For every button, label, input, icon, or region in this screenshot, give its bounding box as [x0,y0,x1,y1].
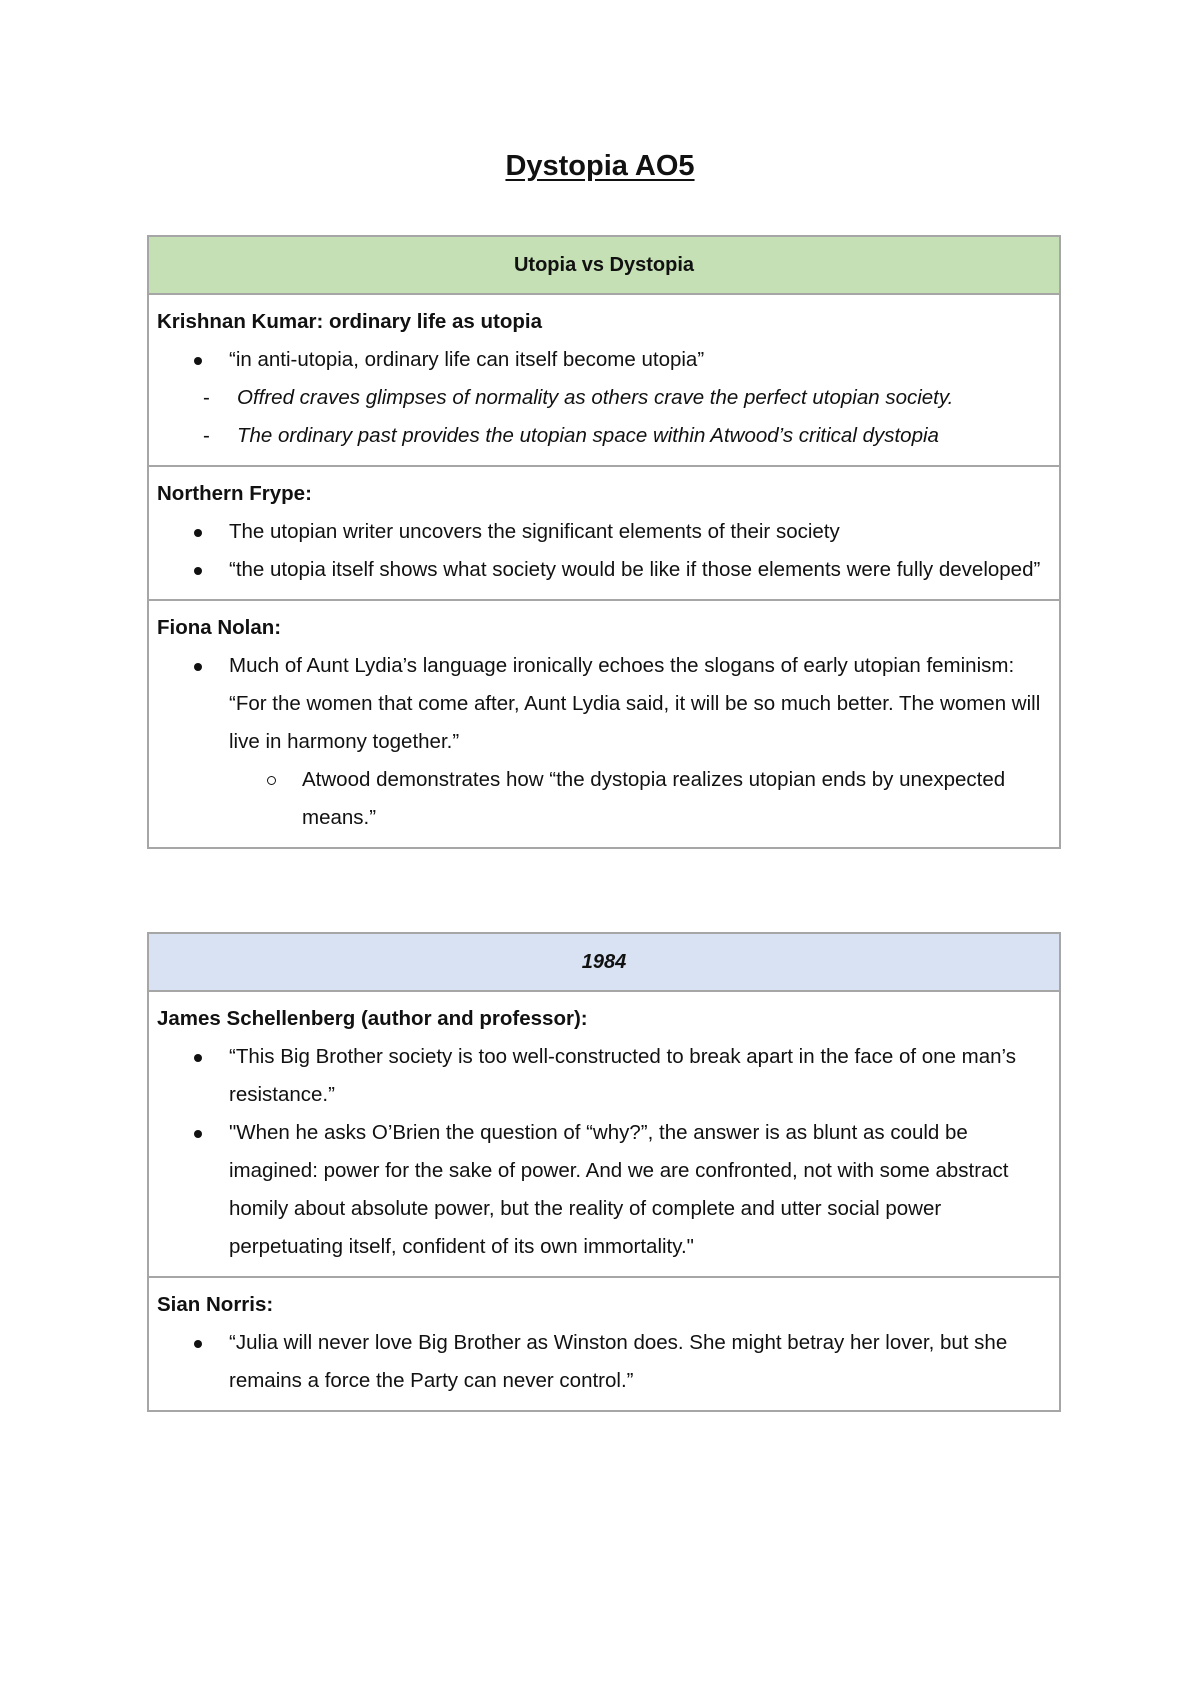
bullet-item: “the utopia itself shows what society would be like if those elements were fully developed” [157,551,1051,589]
section-heading: James Schellenberg (author and professor): [157,1007,588,1030]
dash-item: - Offred craves glimpses of normality as others crave the perfect utopian society. [157,379,1051,417]
bullet-item: “in anti-utopia, ordinary life can itself become utopia” [157,341,1051,379]
norris-section [149,1278,1059,1410]
kumar-section [149,295,1059,467]
bullet-item: The utopian writer uncovers the significant elements of their society [157,513,1051,551]
table-header: Utopia vs Dystopia [149,237,1059,295]
section-heading: Northern Frype: [157,482,312,505]
1984-table [147,932,1061,1412]
section-heading: Krishnan Kumar: ordinary life as utopia [157,310,543,333]
section-heading: Fiona Nolan: [157,616,282,639]
bullet-item: “This Big Brother society is too well-constructed to break apart in the face of one man’s resistance.” [157,1038,1051,1114]
nolan-section [149,601,1059,847]
schellenberg-section [149,992,1059,1278]
sub-bullet-item: Atwood demonstrates how “the dystopia realizes utopian ends by unexpected means.” [157,761,1051,837]
section-heading: Sian Norris: [157,1293,274,1316]
dash-item: - The ordinary past provides the utopian space within Atwood’s critical dystopia [157,417,1051,455]
bullet-item: Much of Aunt Lydia’s language ironically echoes the slogans of early utopian feminism: “For the women that come after, Aunt Lydia said, it will be so much better. The women will live in harmony together.” [157,647,1051,761]
page-title: Dystopia AO5 [505,150,695,182]
utopia-vs-dystopia-table [147,235,1061,849]
bullet-item: "When he asks O’Brien the question of “why?”, the answer is as blunt as could be imagined: power for the sake of power. And we are confronted, not with some abstract homily about absolute power, but the reality of complete and utter social power perpetuating itself, confident of its own immortality." [157,1114,1051,1266]
table-header: 1984 [149,934,1059,992]
bullet-item: “Julia will never love Big Brother as Winston does. She might betray her lover, but she remains a force the Party can never control.” [157,1324,1051,1400]
frype-section [149,467,1059,601]
